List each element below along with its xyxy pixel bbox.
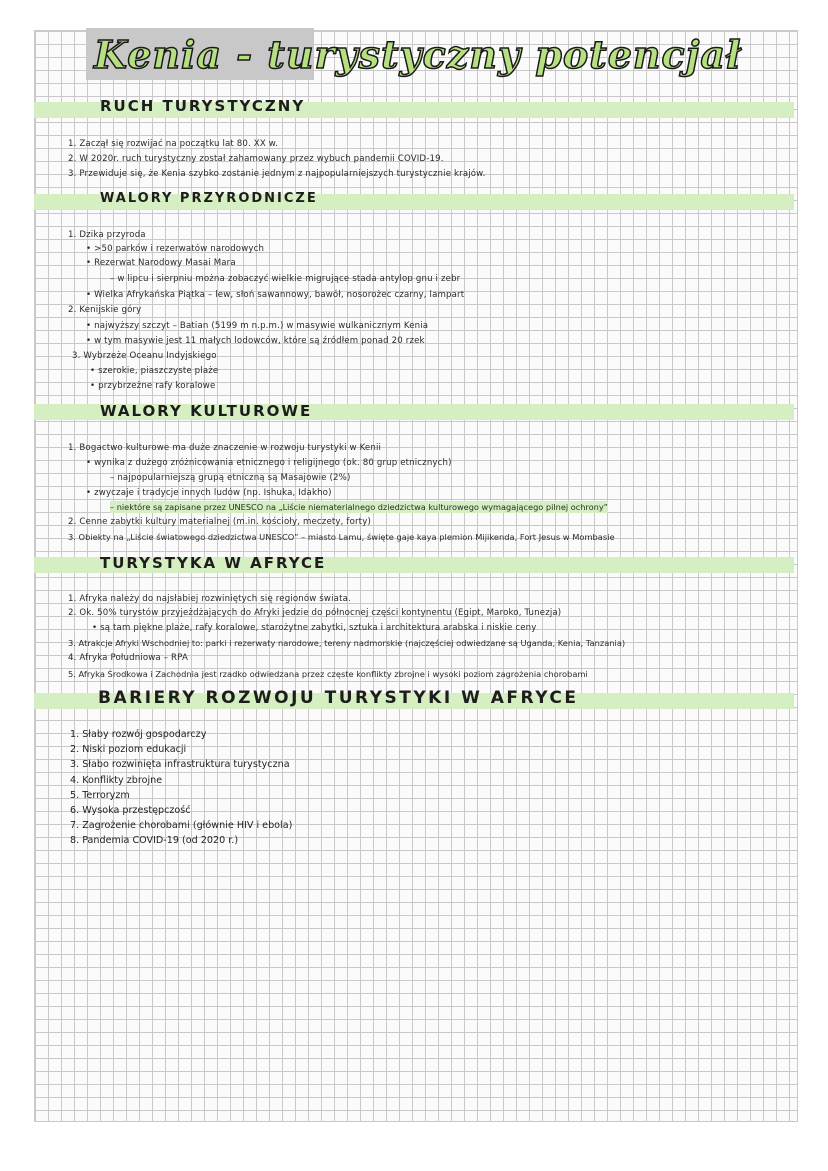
heading-ruch: RUCH TURYSTYCZNY bbox=[100, 97, 306, 115]
title-block bbox=[86, 28, 742, 80]
text-line: 3. Przewiduje się, że Kenia szybko zostanie jednym z najpopularniejszych turystycznie krajów. bbox=[68, 169, 486, 179]
text-line: • najwyższy szczyt – Batian (5199 m n.p.m.) w masywie wulkanicznym Kenia bbox=[86, 321, 429, 331]
text-line: • przybrzeżne rafy koralowe bbox=[90, 381, 216, 391]
text-line: • >50 parków i rezerwatów narodowych bbox=[86, 244, 265, 254]
list-item: 8. Pandemia COVID-19 (od 2020 r.) bbox=[70, 835, 239, 847]
text-line: 3. Wybrzeże Oceanu Indyjskiego bbox=[72, 351, 217, 361]
text-line: • Wielka Afrykańska Piątka – lew, słoń sawannowy, bawół, nosorożec czarny, lampart bbox=[86, 290, 465, 300]
text-line: 1. Dzika przyroda bbox=[68, 230, 146, 240]
text-line: 4. Afryka Południowa – RPA bbox=[68, 653, 188, 663]
text-line: 5. Afryka Środkowa i Zachodnia jest rzadko odwiedzana przez częste konflikty zbrojne i wysoki poziom zagrożenia chorobami bbox=[68, 669, 588, 679]
heading-kulturowe: WALORY KULTUROWE bbox=[100, 402, 313, 420]
list-item: 7. Zagrożenie chorobami (głównie HIV i ebola) bbox=[70, 820, 293, 832]
text-line-highlighted: – niektóre są zapisane przez UNESCO na „Liście niematerialnego dziedzictwa kulturowego wymagającego pilnej ochrony” bbox=[110, 502, 608, 512]
text-line: • wynika z dużego zróżnicowania etnicznego i religijnego (ok. 80 grup etnicznych) bbox=[86, 458, 452, 468]
heading-afryka: TURYSTYKA W AFRYCE bbox=[100, 554, 327, 572]
text-line: 2. Ok. 50% turystów przyjeżdżających do Afryki jedzie do północnej części kontynentu (Egipt, Maroko, Tunezja) bbox=[68, 608, 562, 618]
list-item: 5. Terroryzm bbox=[70, 789, 130, 801]
text-line: 3. Obiekty na „Liście światowego dziedzictwa UNESCO” – miasto Lamu, święte gaje kaya plemion Mijikenda, Fort Jesus w Mombasie bbox=[68, 532, 615, 542]
text-line: 2. Cenne zabytki kultury materialnej (m.in. kościoły, meczety, forty) bbox=[68, 517, 371, 527]
heading-bariery: BARIERY ROZWOJU TURYSTYKI W AFRYCE bbox=[98, 688, 579, 708]
text-line: • zwyczaje i tradycje innych ludów (np. Ishuka, Idakho) bbox=[86, 488, 332, 498]
text-line: 3. Atrakcje Afryki Wschodniej to: parki i rezerwaty narodowe, tereny nadmorskie (najczęściej odwiedzane są Uganda, Kenia, Tanzania) bbox=[68, 638, 626, 648]
list-item: 3. Słabo rozwinięta infrastruktura turystyczna bbox=[70, 759, 290, 771]
heading-przyrodnicze: WALORY PRZYRODNICZE bbox=[100, 191, 318, 206]
text-line: 2. Kenijskie góry bbox=[68, 305, 142, 315]
list-item: 2. Niski poziom edukacji bbox=[70, 744, 187, 756]
text-line: 1. Bogactwo kulturowe ma duże znaczenie w rozwoju turystyki w Kenii bbox=[68, 443, 382, 453]
list-item: 6. Wysoka przestępczość bbox=[70, 805, 191, 817]
text-line: 1. Zaczął się rozwijać na początku lat 80. XX w. bbox=[68, 139, 279, 149]
text-line: • w tym masywie jest 11 małych lodowców, które są źródłem ponad 20 rzek bbox=[86, 336, 425, 346]
text-line: • Rezerwat Narodowy Masai Mara bbox=[86, 258, 236, 268]
bariery-list bbox=[70, 727, 292, 849]
list-item: 1. Słaby rozwój gospodarczy bbox=[70, 729, 207, 740]
text-line: • szerokie, piaszczyste plaże bbox=[90, 366, 219, 376]
text-line: • są tam piękne plaże, rafy koralowe, starożytne zabytki, sztuka i architektura arabska i niskie ceny bbox=[92, 623, 537, 633]
page-title: Kenia - turystyczny potencjał bbox=[94, 32, 742, 77]
text-line: – w lipcu i sierpniu można zobaczyć wielkie migrujące stada antylop gnu i zebr bbox=[110, 274, 461, 284]
list-item: 4. Konflikty zbrojne bbox=[70, 774, 163, 786]
text-line: 2. W 2020r. ruch turystyczny został zahamowany przez wybuch pandemii COVID-19. bbox=[68, 154, 444, 164]
text-line: 1. Afryka należy do najsłabiej rozwiniętych się regionów świata. bbox=[68, 594, 351, 604]
text-line: – najpopularniejszą grupą etniczną są Masajowie (2%) bbox=[110, 473, 351, 483]
